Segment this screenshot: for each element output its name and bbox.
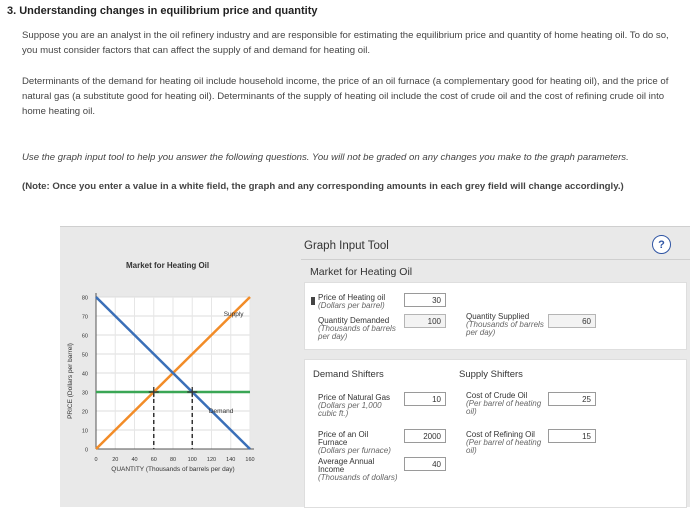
income-label: Average Annual Income — [318, 457, 375, 474]
crude-input[interactable]: 25 — [548, 392, 596, 406]
gas-input[interactable]: 10 — [404, 392, 446, 406]
demand-label: Demand — [208, 408, 234, 415]
x-tick-label: 140 — [226, 457, 236, 463]
supply-shifters-heading: Supply Shifters — [459, 369, 523, 380]
y-tick-label: 60 — [81, 333, 88, 340]
intro-paragraph: Suppose you are an analyst in the oil refinery industry and are responsible for estimating the equilibrium price and quantity of home heating oil. To do so, you must consider factors that can affect the supply of and demand for heating oil. — [22, 30, 669, 56]
note-label: (Note: — [22, 181, 50, 192]
furnace-unit: (Dollars per furnace) — [318, 446, 391, 455]
x-tick-label: 20 — [112, 457, 119, 463]
furnace-input[interactable]: 2000 — [404, 429, 446, 443]
market-chart[interactable] — [60, 227, 290, 508]
graph-panel — [60, 226, 690, 507]
income-label-group — [318, 458, 398, 482]
furnace-label: Price of an Oil Furnace — [318, 430, 369, 447]
qs-label: Quantity Supplied — [466, 312, 530, 321]
question-title: 3. Understanding changes in equilibrium price and quantity — [7, 5, 318, 17]
qs-field: 60 — [548, 314, 596, 328]
x-tick-label: 100 — [187, 457, 197, 463]
gas-label-group — [318, 394, 398, 418]
shifters-card — [304, 359, 687, 508]
gas-unit: (Dollars per 1,000 cubic ft.) — [318, 401, 382, 418]
income-input[interactable]: 40 — [404, 457, 446, 471]
crude-label-group — [466, 392, 546, 416]
y-axis-label: PRICE (Dollars per barrel) — [67, 343, 74, 419]
y-tick-label: 0 — [84, 447, 88, 454]
x-tick-label: 0 — [94, 457, 98, 463]
price-label: Price of Heating oil — [318, 293, 386, 302]
crude-label: Cost of Crude Oil — [466, 391, 528, 400]
refining-input[interactable]: 15 — [548, 429, 596, 443]
x-axis-label: QUANTITY (Thousands of barrels per day) — [111, 466, 235, 473]
instructions-paragraph: Use the graph input tool to help you answer the following questions. You will not be graded on any changes you make to the graph parameters. — [22, 152, 629, 163]
qd-label-group — [318, 317, 403, 341]
price-unit: (Dollars per barrel) — [318, 301, 385, 310]
demand-shifters-heading: Demand Shifters — [313, 369, 384, 380]
price-label-group — [318, 294, 403, 310]
refining-label: Cost of Refining Oil — [466, 430, 535, 439]
qs-label-group — [466, 313, 546, 337]
x-tick-label: 60 — [150, 457, 157, 463]
refining-label-group — [466, 431, 546, 455]
supply-label: Supply — [223, 311, 244, 318]
chart-title: Market for Heating Oil — [126, 261, 210, 270]
qs-unit: (Thousands of barrels per day) — [466, 320, 544, 337]
y-tick-label: 20 — [81, 409, 88, 416]
note-paragraph — [22, 179, 624, 194]
tool-title: Graph Input Tool — [304, 240, 389, 252]
x-tick-label: 80 — [169, 457, 177, 463]
y-tick-label: 30 — [81, 390, 88, 397]
x-tick-label: 160 — [245, 457, 255, 463]
note-text: Once you enter a value in a white field, the graph and any corresponding amounts in each grey field will change accordingly.) — [49, 181, 624, 192]
determinants-paragraph: Determinants of the demand for heating oil include household income, the price of an oil furnace (a complementary good for heating oil), and the price of natural gas (a substitute good for heating oil). Determinants of the supply of heating oil include the cost of crude oil and the cost of refining crude oil into home heating oil. — [22, 76, 669, 117]
y-tick-label: 50 — [81, 352, 88, 359]
chart-area — [60, 227, 290, 508]
gas-label: Price of Natural Gas — [318, 393, 391, 402]
help-icon[interactable]: ? — [652, 235, 671, 254]
qd-unit: (Thousands of barrels per day) — [318, 324, 396, 341]
x-tick-label: 40 — [131, 457, 138, 463]
y-tick-label: 70 — [81, 314, 88, 321]
furnace-label-group — [318, 431, 398, 455]
refining-unit: (Per barrel of heating oil) — [466, 438, 542, 455]
y-tick-label: 40 — [81, 371, 88, 378]
tool-subtitle: Market for Heating Oil — [310, 266, 413, 278]
pointer-marker — [311, 297, 315, 305]
price-input[interactable]: 30 — [404, 293, 446, 307]
qd-label: Quantity Demanded — [318, 316, 390, 325]
y-tick-label: 80 — [81, 295, 88, 302]
crude-unit: (Per barrel of heating oil) — [466, 399, 542, 416]
y-tick-label: 10 — [81, 428, 88, 435]
qd-field: 100 — [404, 314, 446, 328]
x-tick-label: 120 — [206, 457, 217, 463]
divider — [301, 259, 690, 260]
market-card — [304, 282, 687, 350]
graph-input-tool — [301, 227, 690, 508]
income-unit: (Thousands of dollars) — [318, 473, 398, 482]
